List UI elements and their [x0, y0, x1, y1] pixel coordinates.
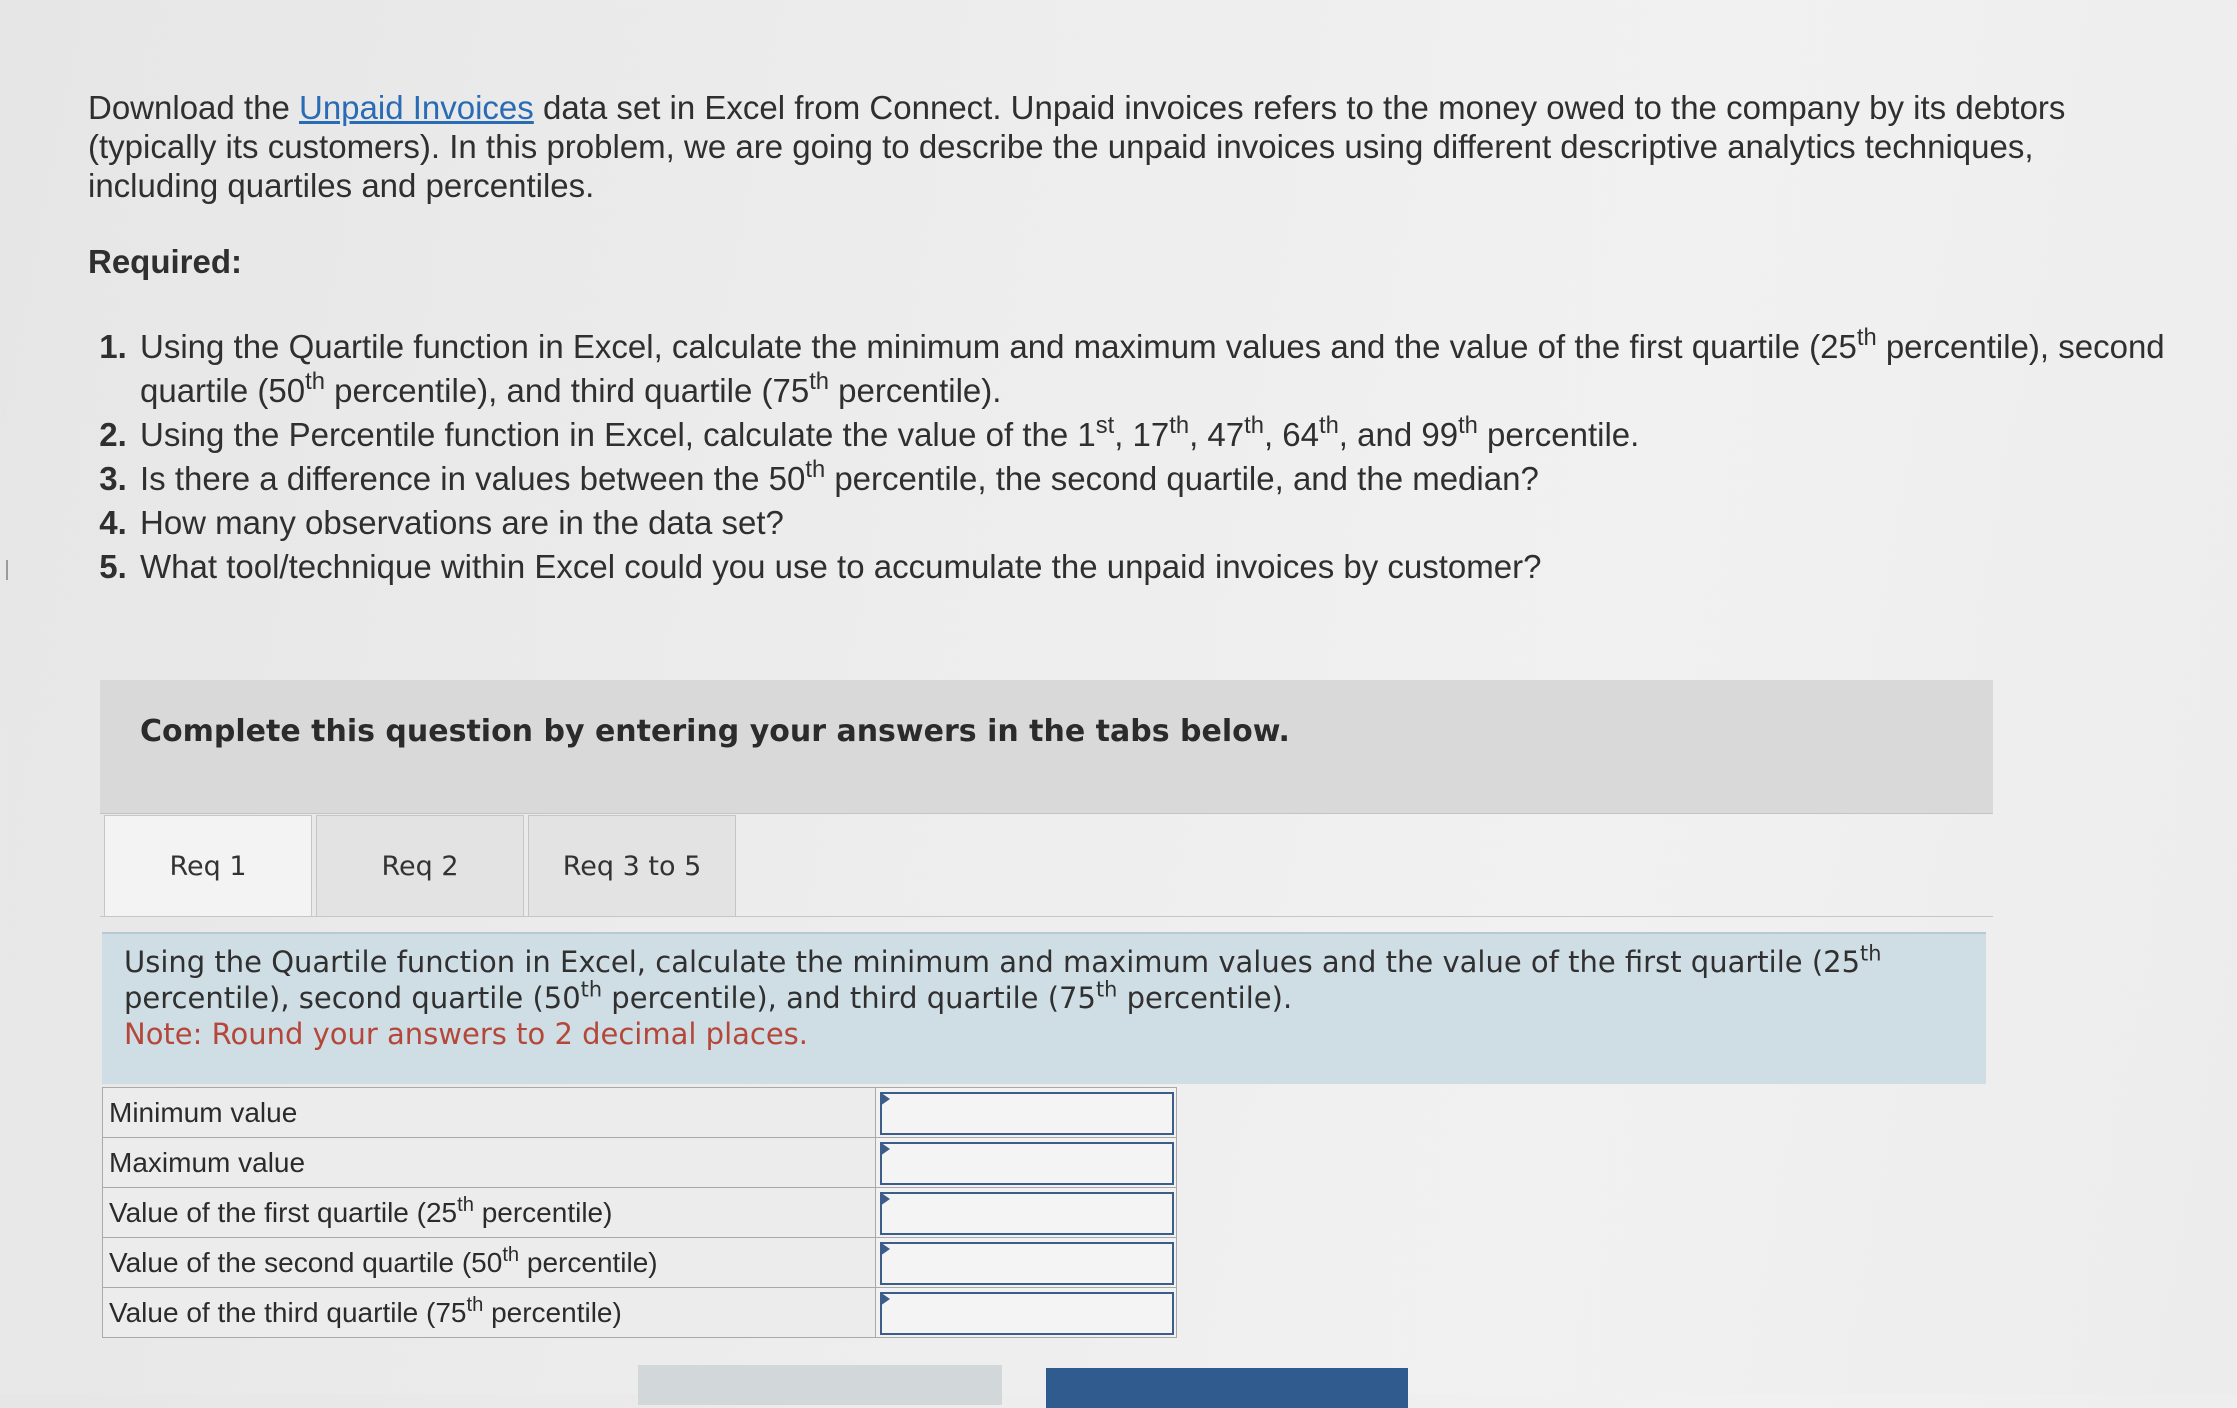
maximum-value-cell [876, 1138, 1177, 1188]
question-text-part: percentile), second quartile (50 [124, 981, 581, 1015]
instruction-text: Complete this question by entering your answers in the tabs below. [140, 714, 1290, 749]
problem-statement [88, 88, 2198, 589]
requirement-1 [136, 325, 2198, 413]
label-text: Value of the second quartile (50 [109, 1246, 503, 1278]
superscript: th [1095, 977, 1118, 1002]
superscript: th [502, 1243, 520, 1266]
first-quartile-cell [876, 1188, 1177, 1238]
question-text-part: Using the Quartile function in Excel, calculate the minimum and maximum values and the value of the first quartile (25 [124, 945, 1861, 979]
superscript: th [1860, 941, 1882, 966]
superscript: th [466, 1293, 484, 1316]
requirement-2-text: , 64 [1263, 416, 1319, 453]
label-text: percentile) [473, 1196, 613, 1228]
tab-req-1[interactable]: Req 1 [104, 815, 312, 917]
tab-req-2[interactable]: Req 2 [316, 815, 524, 916]
superscript: th [809, 367, 830, 395]
question-text-part: percentile), and third quartile (75 [602, 981, 1096, 1015]
question-text-part: percentile). [1117, 981, 1293, 1015]
question-text [124, 941, 1886, 1016]
superscript: th [1169, 411, 1190, 439]
requirement-1-text: Using the Quartile function in Excel, calculate the minimum and maximum values and the value of the first quartile (25 [140, 328, 1857, 365]
question-panel [102, 932, 1986, 1084]
window-edge-marker [0, 560, 8, 580]
minimum-value-label: Minimum value [103, 1088, 876, 1138]
input-marker-icon [880, 1092, 890, 1106]
input-marker-icon [880, 1192, 890, 1206]
minimum-value-cell [876, 1088, 1177, 1138]
second-quartile-cell [876, 1238, 1177, 1288]
label-text: percentile) [519, 1246, 658, 1278]
table-row [103, 1088, 1177, 1138]
first-quartile-input[interactable] [880, 1192, 1174, 1235]
input-marker-icon [880, 1292, 890, 1306]
next-button[interactable] [1046, 1368, 1408, 1408]
instruction-box [100, 680, 1993, 814]
requirement-2-text: Using the Percentile function in Excel, calculate the value of the 1 [140, 416, 1096, 453]
input-marker-icon [880, 1242, 890, 1256]
intro-text-end: data set in Excel from Connect. Unpaid invoices refers to the money owed to the company by its debtors (typically its customers). In this problem, we are going to describe the unpaid invoices using different descriptive analytics techniques, including quartiles and percentiles. [88, 89, 2066, 204]
superscript: th [1856, 323, 1877, 351]
answer-tabs [104, 815, 736, 917]
tab-divider [100, 916, 1993, 917]
label-text: percentile) [483, 1296, 622, 1328]
third-quartile-cell [876, 1288, 1177, 1338]
second-quartile-input[interactable] [880, 1242, 1174, 1285]
third-quartile-input[interactable] [880, 1292, 1174, 1335]
superscript: st [1095, 411, 1115, 439]
maximum-value-input[interactable] [880, 1142, 1174, 1185]
requirement-4: 4. How many observations are in the data set? [136, 501, 2198, 545]
input-marker-icon [880, 1142, 890, 1156]
rounding-note: Note: Round your answers to 2 decimal places. [124, 1017, 809, 1051]
superscript: th [1244, 411, 1264, 439]
unpaid-invoices-link[interactable]: Unpaid Invoices [298, 89, 534, 126]
requirement-2 [136, 413, 2198, 457]
superscript: th [580, 977, 603, 1002]
requirement-1-text: percentile). [829, 372, 1002, 409]
requirement-1-text: percentile), and third quartile (75 [324, 372, 810, 409]
prev-button[interactable] [638, 1365, 1002, 1405]
third-quartile-label [103, 1288, 876, 1338]
requirement-3 [136, 457, 2198, 501]
table-row [103, 1288, 1177, 1338]
superscript: th [305, 367, 325, 395]
requirement-2-text: , and 99 [1338, 416, 1459, 453]
requirement-5: 5. What tool/technique within Excel could you use to accumulate the unpaid invoices by customer? [136, 545, 2198, 589]
maximum-value-label: Maximum value [103, 1138, 876, 1188]
first-quartile-label [103, 1188, 876, 1238]
requirement-2-text: percentile. [1477, 416, 1640, 453]
superscript: th [1458, 411, 1478, 439]
table-row [103, 1138, 1177, 1188]
superscript: th [1318, 411, 1339, 439]
tab-req-3-to-5[interactable]: Req 3 to 5 [528, 815, 736, 916]
minimum-value-input[interactable] [880, 1092, 1174, 1135]
second-quartile-label [103, 1238, 876, 1288]
requirement-2-text: , 17 [1114, 416, 1170, 453]
requirement-3-text: percentile, the second quartile, and the median? [825, 460, 1539, 497]
requirement-3-text: Is there a difference in values between the 50 [140, 460, 806, 497]
superscript: th [805, 455, 826, 483]
superscript: th [457, 1193, 474, 1216]
table-row [103, 1238, 1177, 1288]
table-row [103, 1188, 1177, 1238]
requirements-list [88, 325, 2198, 589]
requirement-1-text: percentile), second quartile (50 [140, 328, 2165, 409]
answer-table [102, 1087, 1177, 1338]
label-text: Value of the first quartile (25 [109, 1196, 458, 1228]
intro-text-start: Download the [88, 89, 299, 126]
intro-paragraph [88, 88, 2158, 205]
requirement-2-text: , 47 [1189, 416, 1245, 453]
required-heading: Required: [88, 243, 243, 280]
label-text: Value of the third quartile (75 [109, 1296, 467, 1328]
